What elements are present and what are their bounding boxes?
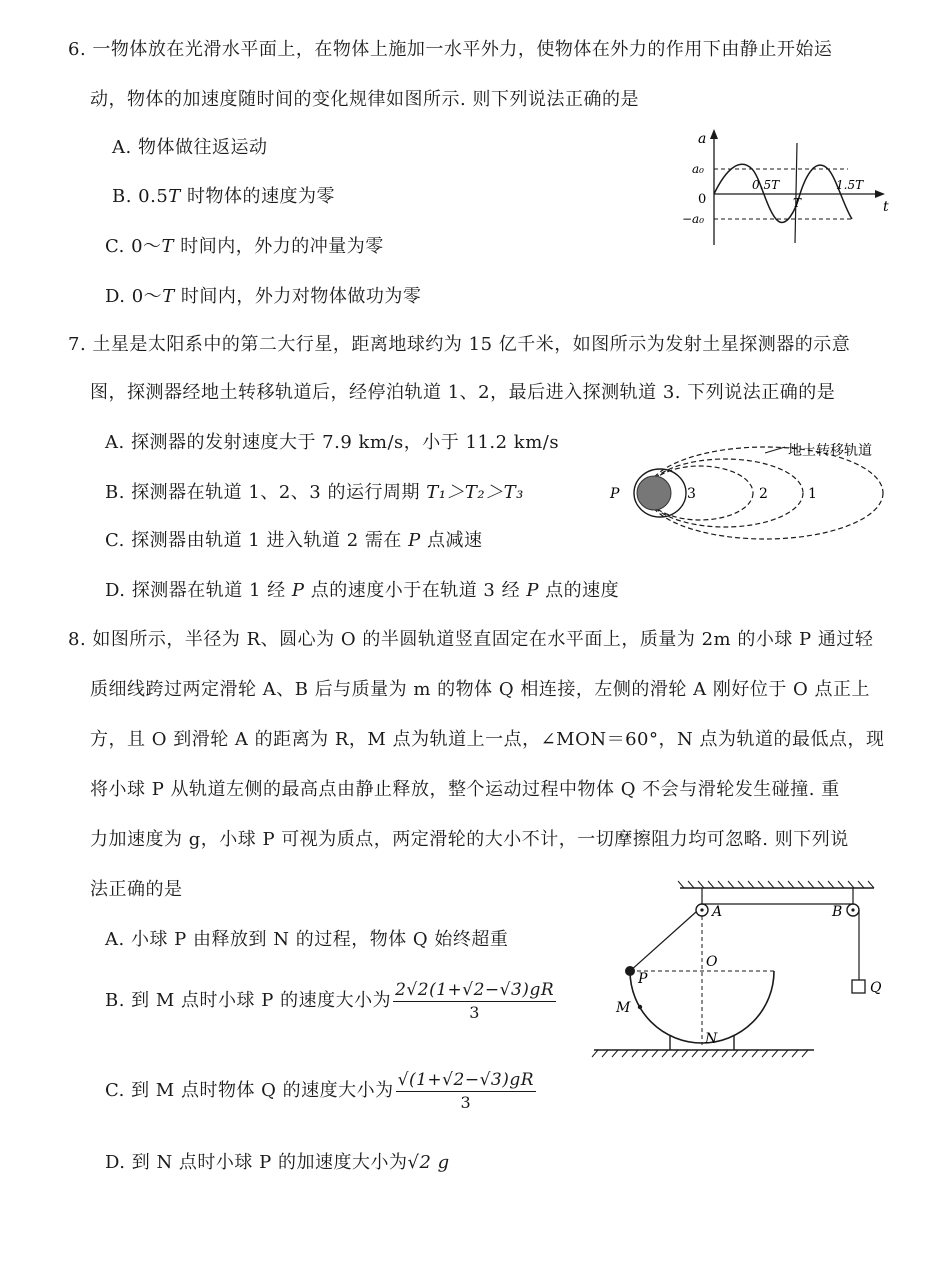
q8-option-c: C. 到 M 点时物体 Q 的速度大小为 $\frac{√(1+√2-√3)gR}{3}$ [105, 1070, 535, 1112]
q6-option-b: B. 0.5T 时物体的速度为零 [112, 186, 336, 207]
transfer-label-leader [765, 447, 785, 453]
point-m [638, 1005, 642, 1009]
q7-stem-line2: 图，探测器经地土转移轨道后，经停泊轨道 1、2，最后进入探测轨道 3. 下列说法正确的是 [90, 382, 836, 403]
option-c-fraction: $\frac{√(1+√2-√3)gR}{3}$ [397, 1070, 535, 1112]
block-q [852, 980, 865, 993]
q8-stem-line3: 方，且 O 到滑轮 A 的距离为 R，M 点为轨道上一点，∠MON＝60°，N 点为轨道的最低点，现 [90, 729, 885, 750]
label-n: N [705, 1031, 718, 1047]
q6-acceleration-graph [680, 125, 900, 255]
orbit-2-label: 2 [759, 486, 768, 502]
graph-x-label: t [883, 199, 889, 215]
string-to-p [630, 912, 696, 971]
graph-period-label: T [793, 196, 802, 210]
q8-stem-line1: 8. 如图所示，半径为 R、圆心为 O 的半圆轨道竖直固定在水平面上，质量为 2m 的小球 P 通过轻 [68, 629, 874, 650]
graph-one-half-period-label: 1.5T [836, 178, 864, 192]
graph-neg-a0-label: −a₀ [682, 212, 705, 226]
graph-x-arrow [875, 190, 885, 198]
q7-option-c: C. 探测器由轨道 1 进入轨道 2 需在 P 点减速 [105, 530, 483, 551]
q7-stem-line1: 7. 土星是太阳系中的第二大行星，距离地球约为 15 亿千米，如图所示为发射土星探测器的示意 [68, 334, 851, 355]
point-p-label: P [610, 486, 620, 502]
label-q: Q [870, 980, 882, 996]
q8-option-b: B. 到 M 点时小球 P 的速度大小为 $\frac{2√2(1+√2-√3)gR}{3}$ [105, 980, 555, 1022]
q8-stem-line5: 力加速度为 g，小球 P 可视为质点，两定滑轮的大小不计，一切摩擦阻力均可忽略. 则下列说 [90, 829, 849, 850]
graph-t-marker [795, 143, 797, 243]
q8-option-d: D. 到 N 点时小球 P 的加速度大小为√2 g [105, 1152, 450, 1173]
ceiling-hatch [678, 881, 874, 888]
q7-option-b: B. 探测器在轨道 1、2、3 的运行周期 T₁＞T₂＞T₃ [105, 482, 524, 503]
graph-a0-label: a₀ [692, 162, 704, 176]
q6-option-a: A. 物体做往返运动 [112, 137, 268, 158]
q6-stem-line1: 6. 一物体放在光滑水平面上，在物体上施加一水平外力，使物体在外力的作用下由静止开始运 [68, 39, 833, 60]
option-b-fraction: $\frac{2√2(1+√2-√3)gR}{3}$ [395, 980, 555, 1022]
q8-option-a: A. 小球 P 由释放到 N 的过程，物体 Q 始终超重 [105, 929, 509, 950]
label-p: P [638, 971, 648, 987]
q6-option-c: C. 0～T 时间内，外力的冲量为零 [105, 236, 384, 257]
q8-stem-line4: 将小球 P 从轨道左侧的最高点由静止释放，整个运动过程中物体 Q 不会与滑轮发生碰撞. 重 [90, 779, 840, 800]
graph-y-arrow [710, 129, 718, 139]
q7-orbit-diagram [600, 425, 890, 535]
q7-option-d: D. 探测器在轨道 1 经 P 点的速度小于在轨道 3 经 P 点的速度 [105, 580, 620, 601]
q6-stem-line2: 动，物体的加速度随时间的变化规律如图所示. 则下列说法正确的是 [90, 89, 639, 110]
graph-y-label: a [698, 131, 707, 147]
label-b: B [832, 904, 843, 920]
q6-option-d: D. 0～T 时间内，外力对物体做功为零 [105, 286, 422, 307]
ball-p [625, 966, 635, 976]
q8-stem-line6: 法正确的是 [90, 879, 183, 900]
orbit-1-label: 1 [808, 486, 817, 502]
orbit-3-label: 3 [687, 486, 696, 502]
saturn-planet [637, 476, 671, 510]
q8-pulley-diagram [592, 880, 892, 1055]
q7-option-a: A. 探测器的发射速度大于 7.9 km/s，小于 11.2 km/s [105, 432, 560, 453]
graph-origin-label: 0 [698, 192, 707, 207]
label-o: O [706, 954, 718, 970]
graph-half-period-label: 0.5T [752, 178, 780, 192]
label-m: M [616, 1000, 631, 1016]
label-a: A [712, 904, 723, 920]
q8-stem-line2: 质细线跨过两定滑轮 A、B 后与质量为 m 的物体 Q 相连接，左侧的滑轮 A 刚好位于 O 点正上 [90, 679, 871, 700]
transfer-orbit-label: 地土转移轨道 [788, 443, 872, 459]
ground-hatch [592, 1050, 808, 1057]
